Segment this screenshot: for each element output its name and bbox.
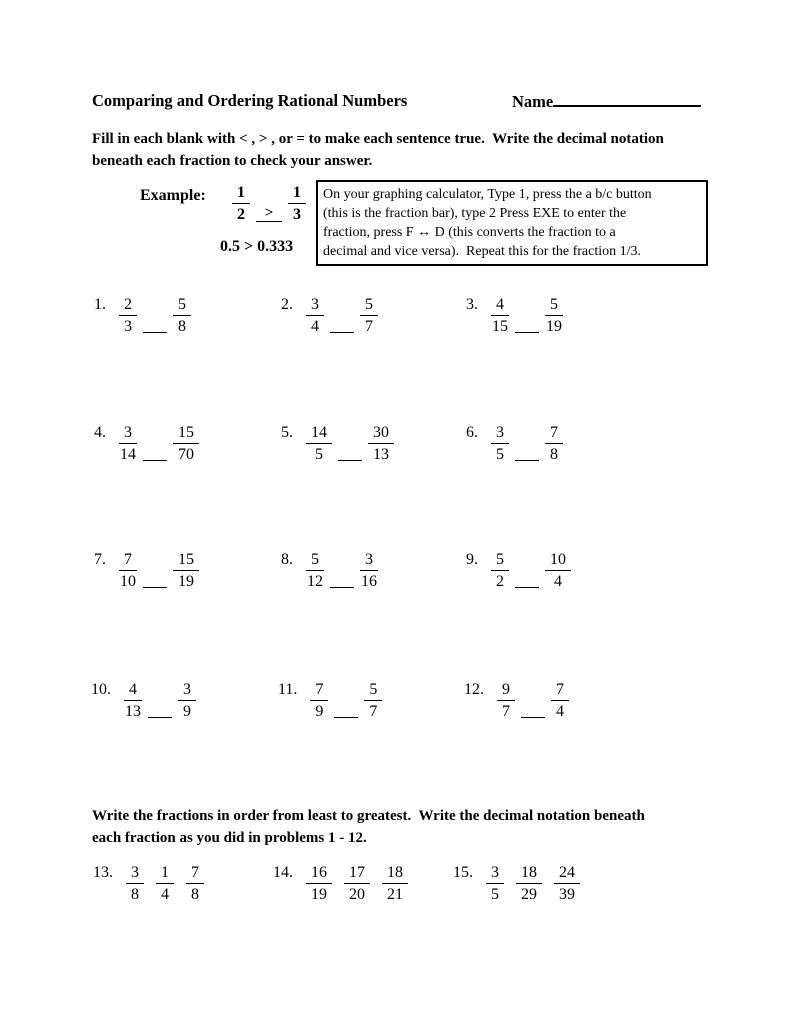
denominator: 9 [183,703,191,720]
numerator: 3 [178,681,196,701]
calc-box-line-4: decimal and vice versa). Repeat this for the fraction 1/3. [323,244,641,259]
fraction-right [173,551,199,591]
instructions-2 [92,806,645,849]
denominator: 7 [365,318,373,335]
instructions-1-line-1: Fill in each blank with < , > , or = to make each sentence true. Write the decimal notation [92,131,664,147]
instructions-2-line-2: each fraction as you did in problems 1 - 12. [92,829,367,846]
problem-number: 2. [281,296,293,313]
answer-blank [143,460,167,461]
denominator: 70 [178,446,194,463]
numerator: 14 [306,424,332,444]
problem-4 [94,424,199,464]
answer-blank [338,460,362,461]
answer-blank [515,460,539,461]
fraction-3 [382,864,408,904]
denominator: 5 [491,886,499,903]
fraction-right [360,296,378,336]
problem-number: 5. [281,424,293,441]
denominator: 9 [315,703,324,720]
denominator: 3 [293,206,301,223]
denominator: 8 [550,446,558,463]
numerator: 1 [232,184,250,204]
denominator: 3 [124,318,132,335]
problem-9 [466,551,571,591]
instructions-2-line-1: Write the fractions in order from least to greatest. Write the decimal notation beneath [92,808,645,824]
fraction-left [119,551,137,591]
numerator: 3 [126,864,144,884]
calc-box-line-3: fraction, press F ↔ D (this converts the fraction to a [323,225,616,240]
name-label: Name [512,92,554,111]
fraction-right [368,424,394,464]
fraction-right [173,296,191,336]
numerator: 5 [491,551,509,571]
fraction-left [310,681,328,721]
denominator: 39 [559,886,575,903]
example-answer: > [256,205,282,222]
numerator: 7 [310,681,328,701]
numerator: 3 [360,551,378,571]
denominator: 12 [307,573,323,590]
fraction-left [119,424,137,464]
denominator: 20 [349,886,365,903]
denominator: 4 [556,703,564,720]
example-label: Example: [140,187,206,204]
problem-number: 1. [94,296,106,313]
denominator: 21 [387,886,403,903]
problem-6 [466,424,563,464]
problem-number: 14. [273,864,293,881]
denominator: 4 [311,318,319,335]
denominator: 13 [125,703,141,720]
numerator: 5 [360,296,378,316]
fraction-right [545,424,563,464]
name-blank-line [553,91,701,107]
problem-number: 10. [91,681,111,698]
numerator: 5 [173,296,191,316]
fraction-3 [554,864,580,904]
fraction-left [491,424,509,464]
example-fraction-left [232,184,250,224]
problem-number: 3. [466,296,478,313]
denominator: 7 [502,703,510,720]
fraction-left [491,551,509,591]
numerator: 3 [486,864,504,884]
problem-number: 4. [94,424,106,441]
denominator: 2 [237,206,245,223]
numerator: 7 [551,681,569,701]
denominator: 5 [496,446,504,463]
denominator: 8 [131,886,139,903]
instructions-1-line-2: beneath each fraction to check your answer. [92,152,373,169]
denominator: 8 [191,886,199,903]
problem-14 [273,864,420,904]
fraction-left [306,424,332,464]
fraction-right [360,551,378,591]
answer-blank [330,332,354,333]
problem-number: 11. [278,681,298,698]
fraction-left [491,296,509,336]
fraction-right [364,681,382,721]
fraction-1 [306,864,332,904]
calc-box-line-1: On your graphing calculator, Type 1, press the a b/c button [323,187,652,202]
example-decimal-check: 0.5 > 0.333 [220,238,294,255]
problem-number: 8. [281,551,293,568]
problem-number: 9. [466,551,478,568]
problem-5 [281,424,394,464]
example-problem [232,184,306,224]
fraction-2 [516,864,542,904]
denominator: 13 [373,446,389,463]
answer-blank [334,717,358,718]
denominator: 2 [496,573,504,590]
numerator: 7 [545,424,563,444]
problem-1 [94,296,191,336]
problem-3 [466,296,563,336]
problem-13 [93,864,216,904]
name-field [512,91,701,112]
numerator: 17 [344,864,370,884]
fraction-2 [344,864,370,904]
numerator: 18 [382,864,408,884]
numerator: 5 [306,551,324,571]
numerator: 4 [124,681,142,701]
answer-blank [521,717,545,718]
fraction-right [178,681,196,721]
numerator: 15 [173,551,199,571]
numerator: 10 [545,551,571,571]
problem-11 [278,681,382,721]
numerator: 3 [119,424,137,444]
denominator: 15 [492,318,508,335]
calculator-instructions-box [316,180,708,266]
numerator: 5 [545,296,563,316]
calc-box-line-2: (this is the fraction bar), type 2 Press EXE to enter the [323,206,627,221]
answer-blank [515,332,539,333]
denominator: 5 [315,446,323,463]
problem-7 [94,551,199,591]
numerator: 7 [119,551,137,571]
denominator: 19 [311,886,327,903]
fraction-right [545,296,563,336]
problem-number: 15. [453,864,473,881]
numerator: 2 [119,296,137,316]
fraction-3 [186,864,204,904]
problem-12 [464,681,569,721]
fraction-right [551,681,569,721]
denominator: 29 [521,886,537,903]
answer-blank [143,587,167,588]
problem-2 [281,296,378,336]
numerator: 1 [156,864,174,884]
numerator: 1 [288,184,306,204]
numerator: 7 [186,864,204,884]
fraction-2 [156,864,174,904]
numerator: 18 [516,864,542,884]
problem-number: 7. [94,551,106,568]
numerator: 30 [368,424,394,444]
problem-number: 6. [466,424,478,441]
fraction-right [173,424,199,464]
numerator: 4 [491,296,509,316]
problem-number: 12. [464,681,484,698]
denominator: 16 [361,573,377,590]
denominator: 14 [120,446,136,463]
fraction-left [497,681,515,721]
answer-blank [330,587,354,588]
numerator: 15 [173,424,199,444]
denominator: 19 [546,318,562,335]
page-title: Comparing and Ordering Rational Numbers [92,91,408,110]
denominator: 10 [120,573,136,590]
numerator: 5 [364,681,382,701]
fraction-1 [126,864,144,904]
fraction-left [306,296,324,336]
problem-number: 13. [93,864,113,881]
numerator: 24 [554,864,580,884]
numerator: 3 [306,296,324,316]
problem-8 [281,551,378,591]
numerator: 9 [497,681,515,701]
denominator: 4 [554,573,562,590]
answer-blank [143,332,167,333]
fraction-left [124,681,142,721]
example-fraction-right [288,184,306,224]
fraction-right [545,551,571,591]
problem-10 [91,681,196,721]
denominator: 4 [161,886,169,903]
denominator: 7 [369,703,378,720]
fraction-left [119,296,137,336]
numerator: 3 [491,424,509,444]
fraction-1 [486,864,504,904]
answer-blank [515,587,539,588]
problem-15 [453,864,592,904]
fraction-left [306,551,324,591]
denominator: 19 [178,573,194,590]
answer-blank [148,717,172,718]
numerator: 16 [306,864,332,884]
denominator: 8 [178,318,186,335]
instructions-1 [92,129,664,172]
